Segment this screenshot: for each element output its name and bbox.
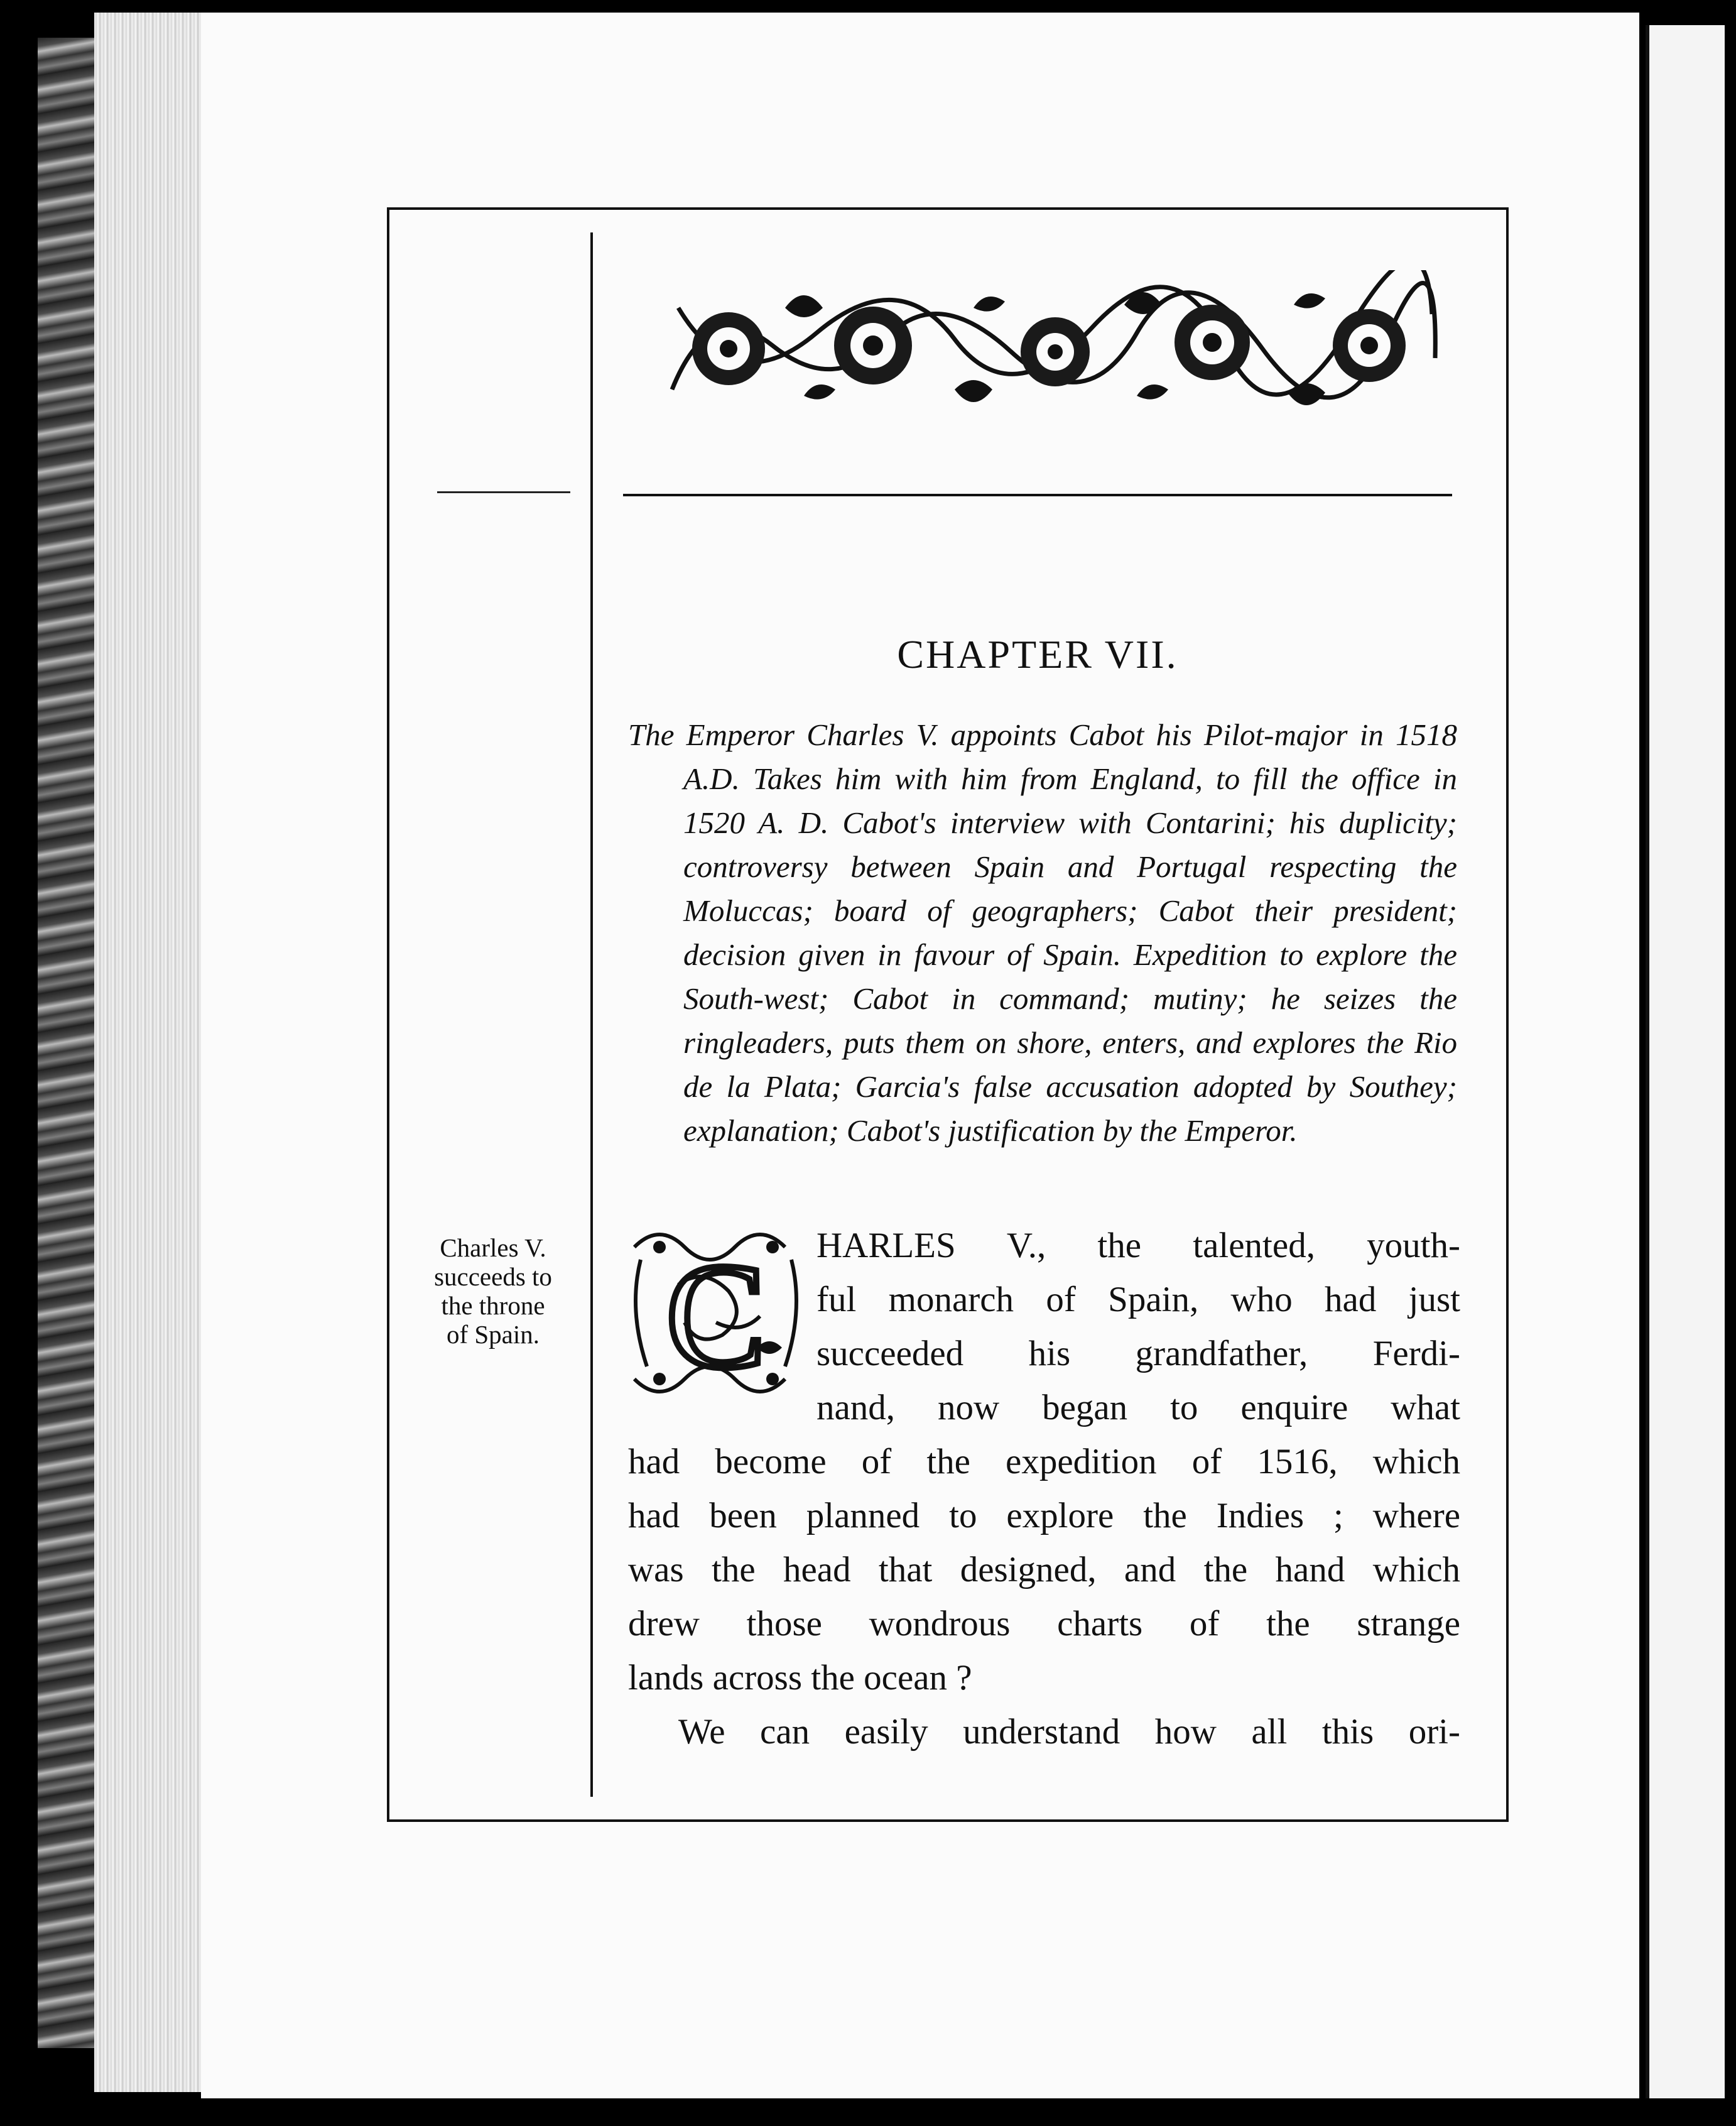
body-line: had become of the expedition of 1516, which xyxy=(628,1442,1460,1481)
marginal-note-line: succeeds to xyxy=(434,1262,552,1291)
body-text xyxy=(628,1219,1460,1759)
body-line: drew those wondrous charts of the strange xyxy=(628,1604,1460,1644)
body-line: ful monarch of Spain, who had just xyxy=(816,1280,1460,1319)
floral-headpiece-icon xyxy=(659,270,1445,427)
book-page-edges xyxy=(94,13,207,2092)
margin-rule xyxy=(437,491,570,493)
chapter-title: CHAPTER VII. xyxy=(897,632,1178,677)
marginal-note xyxy=(415,1233,572,1349)
marginal-note-line: Charles V. xyxy=(440,1233,546,1262)
drop-cap-letter: C xyxy=(665,1232,767,1399)
body-line: nand, now began to enquire what xyxy=(816,1388,1460,1427)
marginal-note-line: of Spain. xyxy=(446,1320,540,1349)
body-line: succeeded his grandfather, Ferdi- xyxy=(816,1334,1460,1373)
body-line: was the head that designed, and the hand which xyxy=(628,1550,1460,1589)
headpiece-rule xyxy=(623,494,1452,496)
chapter-synopsis: The Emperor Charles V. appoints Cabot his Pilot-major in 1518 A.D. Takes him with him from England, to fill the office in 1520 A. D. Cabot's interview with Contarini; his duplicity; controversy between Spain and Portugal respecting the Moluccas; board of geographers; Cabot their president; decision given in favour of Spain. Expedition to explore the South-west; Cabot in command; mutiny; he seizes the ringleaders, puts them on shore, enters, and explores the Rio de la Plata; Garcia's false accusation adopted by Southey; explanation; Cabot's justification by the Emperor. xyxy=(628,717,1457,1148)
body-line: We can easily understand how all this ori- xyxy=(678,1712,1460,1752)
facing-page-edge xyxy=(1646,25,1725,2098)
body-line: lands across the ocean ? xyxy=(628,1658,972,1698)
body-line: HARLES V., the talented, youth- xyxy=(816,1226,1460,1265)
body-line: had been planned to explore the Indies ; where xyxy=(628,1496,1460,1535)
margin-column-divider xyxy=(590,232,593,1797)
marginal-note-line: the throne xyxy=(441,1291,545,1320)
